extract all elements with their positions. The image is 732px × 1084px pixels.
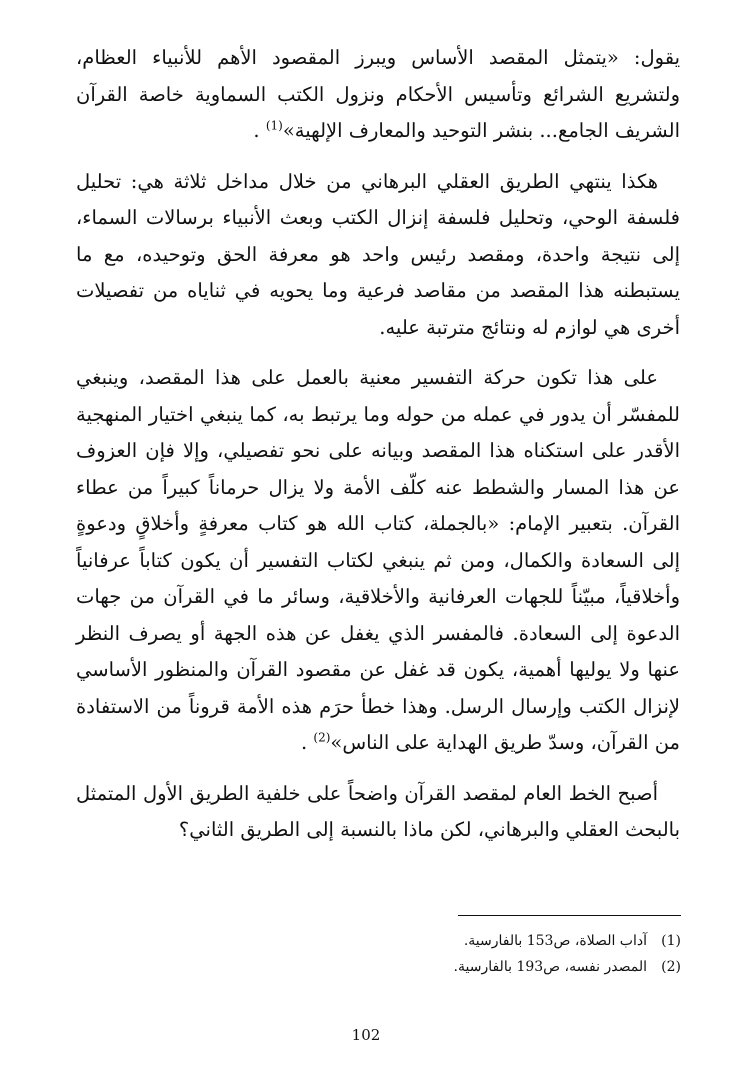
footnote-2-text: المصدر نفسه، ص193 بالفارسية. bbox=[453, 959, 647, 975]
footnote-1-number: (1) bbox=[661, 933, 681, 949]
footnotes bbox=[300, 928, 681, 980]
paragraph-3 bbox=[76, 360, 680, 762]
main-text bbox=[76, 40, 680, 849]
footnote-ref-1: (1) bbox=[265, 118, 283, 133]
paragraph-4-text: أصبح الخط العام لمقصد القرآن واضحاً على خلفية الطريق الأول المتمثل بالبحث العقلي والبرهاني، لكن ماذا بالنسبة إلى الطريق الثاني؟ bbox=[76, 781, 680, 841]
footnote-ref-2: (2) bbox=[313, 730, 331, 745]
footnote-1 bbox=[300, 928, 681, 954]
paragraph-1-text: يقول: «يتمثل المقصد الأساس ويبرز المقصود الأهم للأنبياء العظام، ولتشريع الشرائع وتأسيس الأحكام ونزول الكتب السماوية خاصة القرآن الشريف الجامع... بنشر التوحيد والمعارف الإلهية» bbox=[76, 46, 680, 142]
paragraph-1-end: . bbox=[253, 119, 260, 142]
paragraph-2 bbox=[76, 164, 680, 347]
footnote-1-text: آداب الصلاة، ص153 بالفارسية. bbox=[463, 933, 647, 949]
paragraph-3-end: . bbox=[300, 731, 308, 754]
paragraph-2-text: هكذا ينتهي الطريق العقلي البرهاني من خلال مداخل ثلاثة هي: تحليل فلسفة الوحي، وتحليل فلسفة إنزال الكتب وبعث الأنبياء برسالات السماء، إلى نتيجة واحدة، ومقصد رئيس واحد هو معرفة الحق وتوحيده، مع ما يستبطنه هذا المقصد من مقاصد فرعية وما يحويه في ثناياه من تفصيلات أخرى هي لوازم له ونتائج مترتبة عليه. bbox=[76, 169, 680, 339]
footnote-2 bbox=[300, 954, 681, 980]
footnote-2-number: (2) bbox=[661, 959, 681, 975]
paragraph-1 bbox=[76, 40, 680, 150]
page-number: 102 bbox=[351, 1026, 381, 1044]
paragraph-4 bbox=[76, 776, 680, 849]
paragraph-3-text: على هذا تكون حركة التفسير معنية بالعمل على هذا المقصد، وينبغي للمفسّر أن يدور في عمله من حوله وما يرتبط به، كما ينبغي اختيار المنهجية الأقدر على استكناه هذا المقصد وبيانه على نحو تفصيلي، وإلا فإن العزوف عن هذا المسار والشطط عنه كلّف الأمة ولا يزال حرماناً كبيراً من عطاء القرآن. بتعبير الإمام: «بالجملة، كتاب الله هو كتاب معرفةٍ وأخلاقٍ ودعوةٍ إلى السعادة والكمال، ومن ثم ينبغي لكتاب التفسير أن يكون كتاباً عرفانياً وأخلاقياً، مبيّناً للجهات العرفانية والأخلاقية، وسائر ما في القرآن من جهات الدعوة إلى السعادة. فالمفسر الذي يغفل عن هذه الجهة أو يصرف النظر عنها ولا يوليها أهمية، يكون قد غفل عن مقصود القرآن والمنظور الأساسي لإنزال الكتب وإرسال الرسل. وهذا خطأ حرَم هذه الأمة قروناً من الاستفادة من القرآن، وسدّ طريق الهداية على الناس» bbox=[76, 366, 680, 754]
footnote-separator bbox=[458, 915, 681, 916]
